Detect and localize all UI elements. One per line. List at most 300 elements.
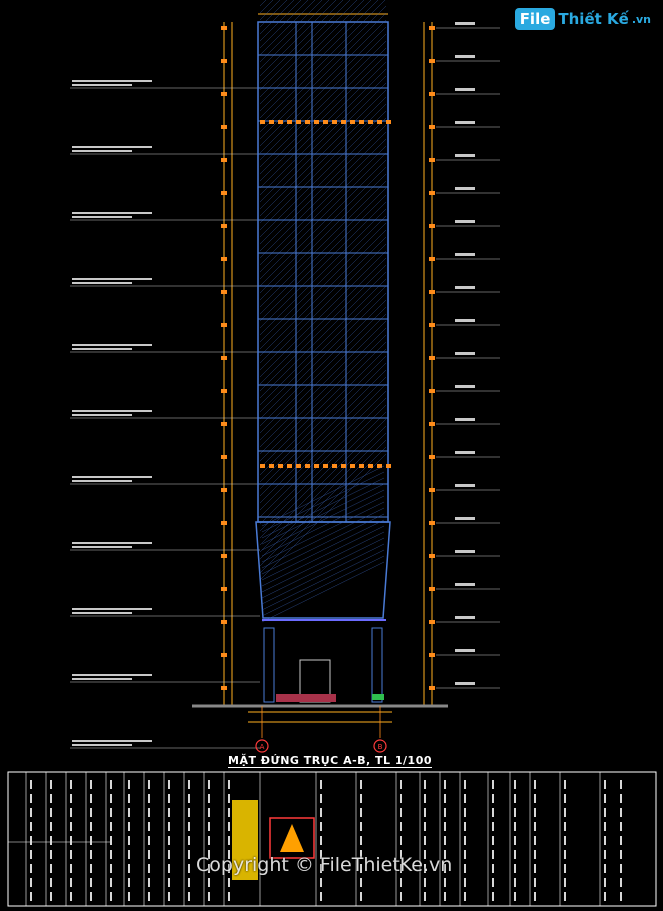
dim-tick-left (221, 191, 227, 195)
title-block-text (444, 808, 446, 817)
dim-tick-left (221, 620, 227, 624)
glass-hatch (260, 20, 386, 146)
facade-accent (386, 464, 391, 468)
glass-hatch (260, 335, 386, 461)
dim-tick-right (429, 191, 435, 195)
facade-accent (314, 120, 319, 124)
glass-hatch (260, 41, 386, 167)
title-block-text (492, 878, 494, 887)
title-block-text (534, 850, 536, 859)
title-block-text (464, 864, 466, 873)
title-block-text (464, 808, 466, 817)
glass-hatch (260, 48, 386, 174)
dim-tick-right (429, 356, 435, 360)
title-block-text (514, 822, 516, 831)
facade-accent (269, 464, 274, 468)
note-text-left (72, 212, 152, 214)
title-block-text (564, 836, 566, 845)
dim-tick-right (429, 455, 435, 459)
entrance-step (276, 694, 336, 702)
dim-tick-right (429, 422, 435, 426)
dim-tick-left (221, 26, 227, 30)
title-block-text (50, 864, 52, 873)
filethietke-logo[interactable] (515, 8, 651, 30)
dim-tick-right (429, 92, 435, 96)
title-block-text (148, 892, 150, 901)
dim-tick-left (221, 521, 227, 525)
title-block-text (228, 794, 230, 803)
glass-hatch (260, 384, 386, 510)
dim-tick-right (429, 521, 435, 525)
title-block-text (604, 878, 606, 887)
title-block-text (110, 892, 112, 901)
note-text-left (72, 608, 152, 610)
title-block-text (564, 892, 566, 901)
title-block-text (228, 808, 230, 817)
title-block-text (400, 780, 402, 789)
title-block-text (110, 850, 112, 859)
title-block-text (360, 836, 362, 845)
title-block-text (444, 794, 446, 803)
dim-tick-right (429, 554, 435, 558)
title-block-text (90, 822, 92, 831)
dim-tick-left (221, 488, 227, 492)
title-block-text (320, 878, 322, 887)
title-block-text (168, 850, 170, 859)
title-block-text (50, 780, 52, 789)
logo-suffix: .vn (631, 12, 651, 26)
glass-hatch (260, 188, 386, 314)
glass-hatch (260, 216, 386, 342)
note-text-left (72, 150, 132, 152)
title-block-text (620, 822, 622, 831)
note-text-left (72, 344, 152, 346)
facade-accent (278, 120, 283, 124)
title-block-text (70, 878, 72, 887)
title-block-text (604, 836, 606, 845)
title-block-text (514, 892, 516, 901)
title-block-text (128, 794, 130, 803)
title-block-text (604, 864, 606, 873)
title-block-text (30, 822, 32, 831)
title-block-text (534, 808, 536, 817)
title-block-text (188, 808, 190, 817)
title-block-text (208, 808, 210, 817)
title-block-text (534, 822, 536, 831)
title-block-text (360, 794, 362, 803)
facade-accent (359, 464, 364, 468)
title-block-text (110, 878, 112, 887)
title-block-text (360, 780, 362, 789)
title-block-text (188, 794, 190, 803)
dim-tick-left (221, 686, 227, 690)
glass-hatch (260, 34, 386, 160)
dim-tick-left (221, 290, 227, 294)
title-block-text (50, 836, 52, 845)
title-block-text (464, 892, 466, 901)
title-block-text (168, 892, 170, 901)
title-block-text (464, 850, 466, 859)
title-block-text (514, 808, 516, 817)
note-text-left (72, 476, 152, 478)
title-block-text (444, 836, 446, 845)
glass-hatch (260, 440, 386, 566)
title-block-text (30, 864, 32, 873)
title-block-text (208, 794, 210, 803)
building-elevation (256, 0, 391, 702)
title-block-text (444, 892, 446, 901)
title-block-text (110, 864, 112, 873)
title-block-text (464, 794, 466, 803)
title-block-text (564, 878, 566, 887)
title-block-text (90, 864, 92, 873)
title-block-text (50, 892, 52, 901)
logo-mark: File (515, 8, 556, 30)
note-text-left (72, 542, 152, 544)
note-text-left (72, 678, 132, 680)
title-block-text (564, 850, 566, 859)
note-text-left (72, 546, 132, 548)
title-block-text (70, 808, 72, 817)
title-block-text (620, 808, 622, 817)
title-block-text (492, 850, 494, 859)
title-block-text (30, 850, 32, 859)
facade-accent (332, 464, 337, 468)
title-block-text (534, 892, 536, 901)
facade-accent (269, 120, 274, 124)
copyright-watermark: Copyright © FileThietKe.vn (196, 854, 453, 876)
note-text-left (72, 410, 152, 412)
title-block-text (534, 836, 536, 845)
note-text-left (72, 744, 132, 746)
title-block-text (148, 878, 150, 887)
title-block-text (464, 878, 466, 887)
title-block-text (228, 892, 230, 901)
title-block-text (534, 878, 536, 887)
level-tag-right (455, 88, 475, 91)
title-block-text (128, 864, 130, 873)
title-block-text (168, 780, 170, 789)
title-block-text (424, 780, 426, 789)
glass-hatch (260, 111, 386, 237)
title-block-frame (8, 772, 656, 906)
title-block-text (444, 780, 446, 789)
title-block-text (168, 808, 170, 817)
facade-accent (314, 464, 319, 468)
level-tag-right (455, 649, 475, 652)
title-block-text (30, 892, 32, 901)
facade-accent (278, 464, 283, 468)
title-block-text (228, 836, 230, 845)
title-block-text (128, 836, 130, 845)
title-block-text (320, 892, 322, 901)
level-tag-right (455, 55, 475, 58)
facade-accent (323, 120, 328, 124)
title-block-text (110, 794, 112, 803)
glass-hatch (260, 0, 386, 20)
title-block-text (604, 794, 606, 803)
title-block-text (208, 878, 210, 887)
title-block-text (70, 836, 72, 845)
title-block-text (148, 808, 150, 817)
note-text-left (72, 80, 152, 82)
title-block-text (30, 836, 32, 845)
title-block-text (90, 794, 92, 803)
axis-label: A (259, 743, 265, 751)
level-tag-right (455, 187, 475, 190)
title-block-text (424, 878, 426, 887)
title-block-text (604, 780, 606, 789)
title-block-text (464, 822, 466, 831)
title-block-text (564, 808, 566, 817)
title-block-text (492, 864, 494, 873)
glass-hatch (260, 97, 386, 223)
dim-tick-left (221, 92, 227, 96)
title-block-text (534, 864, 536, 873)
glass-hatch (260, 118, 386, 244)
glass-hatch (260, 342, 386, 468)
facade-accent (305, 120, 310, 124)
title-block-text (228, 822, 230, 831)
note-text-left (72, 278, 152, 280)
facade-accent (305, 464, 310, 468)
glass-hatch (260, 293, 386, 419)
company-logo-icon (280, 824, 304, 852)
dim-tick-left (221, 257, 227, 261)
title-block (8, 772, 656, 906)
level-tag-right (455, 484, 475, 487)
title-block-text (188, 878, 190, 887)
glass-hatch (260, 321, 386, 447)
title-block-text (492, 780, 494, 789)
title-block-text (128, 878, 130, 887)
title-block-text (168, 878, 170, 887)
title-block-text (514, 850, 516, 859)
note-text-left (72, 84, 132, 86)
title-block-text (90, 836, 92, 845)
title-block-text (514, 878, 516, 887)
title-block-text (320, 794, 322, 803)
title-block-text (492, 808, 494, 817)
title-block-text (188, 892, 190, 901)
glass-hatch (260, 0, 386, 69)
glass-hatch (260, 265, 386, 391)
dim-tick-left (221, 587, 227, 591)
facade-accent (260, 464, 265, 468)
dim-tick-right (429, 389, 435, 393)
title-block-text (400, 878, 402, 887)
title-block-text (360, 878, 362, 887)
title-block-text (400, 794, 402, 803)
title-block-text (168, 864, 170, 873)
title-block-text (514, 836, 516, 845)
title-block-text (70, 780, 72, 789)
title-block-text (534, 794, 536, 803)
title-block-text (320, 822, 322, 831)
facade-accent (341, 464, 346, 468)
note-text-left (72, 216, 132, 218)
dim-tick-right (429, 488, 435, 492)
title-block-text (188, 864, 190, 873)
title-block-text (424, 836, 426, 845)
title-block-text (492, 892, 494, 901)
glass-hatch (260, 62, 386, 188)
title-block-text (604, 808, 606, 817)
title-block-text (148, 822, 150, 831)
title-block-text (30, 780, 32, 789)
dim-tick-left (221, 455, 227, 459)
level-tag-right (455, 22, 475, 25)
title-block-text (208, 836, 210, 845)
level-tag-right (455, 352, 475, 355)
title-block-text (148, 864, 150, 873)
glass-hatch (260, 363, 386, 489)
title-block-text (188, 836, 190, 845)
title-block-text (90, 878, 92, 887)
level-tag-right (455, 418, 475, 421)
dim-tick-right (429, 290, 435, 294)
level-tag-right (455, 517, 475, 520)
glass-hatch (260, 349, 386, 475)
title-block-text (90, 780, 92, 789)
title-block-text (110, 822, 112, 831)
level-tag-right (455, 220, 475, 223)
title-block-text (564, 780, 566, 789)
title-block-text (360, 808, 362, 817)
title-block-text (424, 794, 426, 803)
title-block-text (128, 808, 130, 817)
glass-hatch (260, 0, 386, 76)
title-block-text (400, 892, 402, 901)
title-block-text (128, 822, 130, 831)
note-text-left (72, 612, 132, 614)
title-block-text (50, 822, 52, 831)
glass-hatch (260, 237, 386, 363)
podium-outline (256, 522, 390, 618)
glass-hatch (260, 272, 386, 398)
facade-accent (323, 464, 328, 468)
glass-hatch (260, 27, 386, 153)
title-block-text (620, 850, 622, 859)
title-block-text (30, 794, 32, 803)
glass-hatch (260, 167, 386, 293)
glass-hatch (260, 90, 386, 216)
dim-tick-right (429, 59, 435, 63)
title-block-text (188, 822, 190, 831)
title-block-text (564, 822, 566, 831)
glass-hatch (260, 181, 386, 307)
title-block-text (604, 822, 606, 831)
title-block-text (128, 850, 130, 859)
level-tag-right (455, 121, 475, 124)
facade-accent (287, 464, 292, 468)
title-block-text (30, 878, 32, 887)
dim-tick-left (221, 59, 227, 63)
facade-accent (296, 464, 301, 468)
note-text-left (72, 674, 152, 676)
logo-text: Thiết Kế (558, 10, 629, 28)
glass-hatch (260, 286, 386, 412)
dim-tick-left (221, 389, 227, 393)
glass-hatch (260, 139, 386, 265)
facade-accent (368, 120, 373, 124)
title-block-text (492, 822, 494, 831)
glass-hatch (260, 153, 386, 279)
dim-tick-left (221, 323, 227, 327)
dim-tick-right (429, 224, 435, 228)
glass-hatch (260, 279, 386, 405)
title-block-text (320, 780, 322, 789)
title-block-text (110, 780, 112, 789)
title-block-text (320, 808, 322, 817)
level-tag-right (455, 682, 475, 685)
dim-tick-right (429, 587, 435, 591)
glass-hatch (260, 202, 386, 328)
facade-accent (386, 120, 391, 124)
glass-hatch (260, 0, 386, 97)
title-block-text (148, 850, 150, 859)
note-text-left (72, 282, 132, 284)
drawing-title: MẶT ĐỨNG TRỤC A-B, TL 1/100 (228, 754, 433, 767)
title-block-text (424, 822, 426, 831)
title-block-text (464, 780, 466, 789)
title-block-text (424, 808, 426, 817)
dim-tick-right (429, 158, 435, 162)
title-block-text (620, 892, 622, 901)
title-block-text (128, 892, 130, 901)
facade-accent (377, 120, 382, 124)
facade-accent (296, 120, 301, 124)
title-block-text (400, 808, 402, 817)
note-text-left (72, 740, 152, 742)
title-block-text (188, 850, 190, 859)
title-block-text (360, 822, 362, 831)
note-text-left (72, 414, 132, 416)
facade-accent (260, 120, 265, 124)
facade-accent (350, 464, 355, 468)
glass-hatch (260, 160, 386, 286)
title-block-text (620, 780, 622, 789)
level-tag-right (455, 550, 475, 553)
glass-hatch (260, 328, 386, 454)
title-block-text (492, 794, 494, 803)
glass-hatch (260, 0, 386, 83)
glass-hatch (260, 55, 386, 181)
title-block-text (70, 794, 72, 803)
glass-hatch (260, 132, 386, 258)
title-block-text (50, 794, 52, 803)
title-block-text (228, 780, 230, 789)
title-block-text (70, 864, 72, 873)
title-block-text (208, 822, 210, 831)
level-tag-right (455, 286, 475, 289)
glass-hatch (260, 258, 386, 384)
dim-tick-right (429, 125, 435, 129)
title-block-text (400, 836, 402, 845)
column-right (372, 628, 382, 702)
glass-hatch (260, 356, 386, 482)
facade-accent (287, 120, 292, 124)
glass-hatch (260, 209, 386, 335)
title-block-text (110, 836, 112, 845)
title-block-text (208, 780, 210, 789)
title-block-text (70, 892, 72, 901)
facade-accent (359, 120, 364, 124)
title-block-text (564, 794, 566, 803)
title-block-text (110, 808, 112, 817)
title-block-text (604, 892, 606, 901)
title-block-text (620, 864, 622, 873)
